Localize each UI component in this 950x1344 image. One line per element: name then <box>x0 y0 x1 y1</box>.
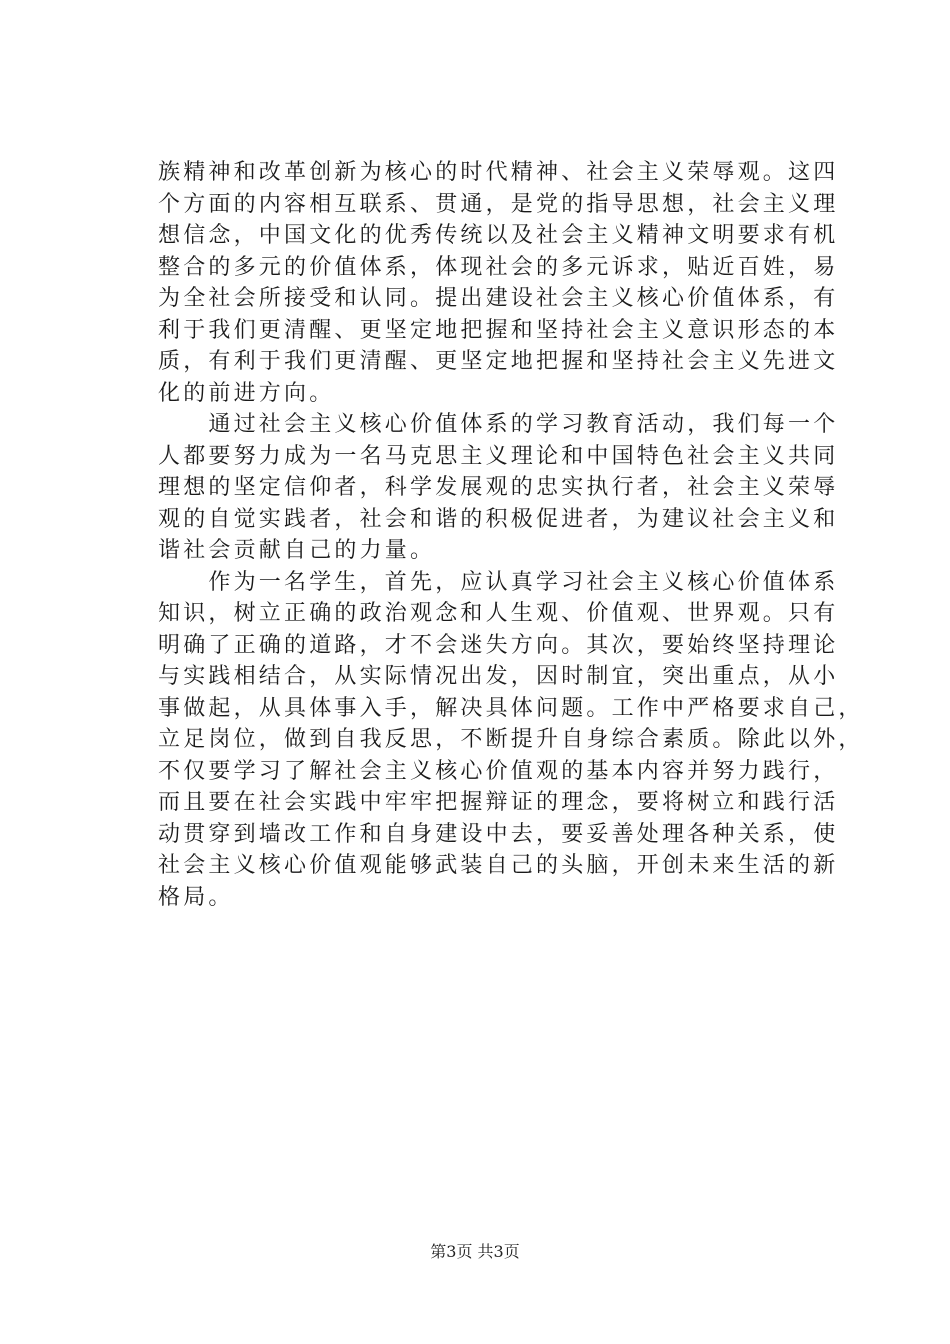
text-line: 通过社会主义核心价值体系的学习教育活动，我们每一个 <box>158 412 839 437</box>
text-line: 观的自觉实践者，社会和谐的积极促进者，为建议社会主义和 <box>158 506 839 532</box>
text-line: 人都要努力成为一名马克思主义理论和中国特色社会主义共同 <box>158 443 839 469</box>
text-line: 作为一名学生，首先，应认真学习社会主义核心价值体系 <box>158 569 839 595</box>
text-line: 个方面的内容相互联系、贯通，是党的指导思想，社会主义理 <box>158 191 839 217</box>
text-line: 为全社会所接受和认同。提出建设社会主义核心价值体系，有 <box>158 286 839 311</box>
page-number-footer: 第3页 共3页 <box>430 1242 520 1261</box>
text-line: 事做起，从具体事入手，解决具体问题。工作中严格要求自己， <box>158 695 864 721</box>
text-line: 格局。 <box>158 884 234 910</box>
text-line: 立足岗位，做到自我反思，不断提升自身综合素质。除此以外， <box>158 727 864 752</box>
text-line: 化的前进方向。 <box>158 380 335 406</box>
body-text <box>158 157 864 913</box>
text-line: 谐社会贡献自己的力量。 <box>158 538 436 563</box>
text-line: 想信念，中国文化的优秀传统以及社会主义精神文明要求有机 <box>158 223 839 248</box>
text-line: 族精神和改革创新为核心的时代精神、社会主义荣辱观。这四 <box>158 160 839 185</box>
text-line: 动贯穿到墙改工作和自身建设中去，要妥善处理各种关系，使 <box>158 821 839 847</box>
text-line: 与实践相结合，从实际情况出发，因时制宜，突出重点，从小 <box>158 664 839 689</box>
text-line: 而且要在社会实践中牢牢把握辩证的理念，要将树立和践行活 <box>158 790 839 815</box>
text-line: 质，有利于我们更清醒、更坚定地把握和坚持社会主义先进文 <box>158 349 839 374</box>
text-line: 明确了正确的道路，才不会迷失方向。其次，要始终坚持理论 <box>158 632 839 658</box>
text-line: 知识，树立正确的政治观念和人生观、价值观、世界观。只有 <box>158 601 839 626</box>
text-line: 不仅要学习了解社会主义核心价值观的基本内容并努力践行， <box>158 758 839 784</box>
text-line: 整合的多元的价值体系，体现社会的多元诉求，贴近百姓，易 <box>158 254 839 280</box>
text-line: 利于我们更清醒、更坚定地把握和坚持社会主义意识形态的本 <box>158 317 839 343</box>
text-line: 社会主义核心价值观能够武装自己的头脑，开创未来生活的新 <box>158 853 839 878</box>
text-line: 理想的坚定信仰者，科学发展观的忠实执行者，社会主义荣辱 <box>158 475 839 500</box>
